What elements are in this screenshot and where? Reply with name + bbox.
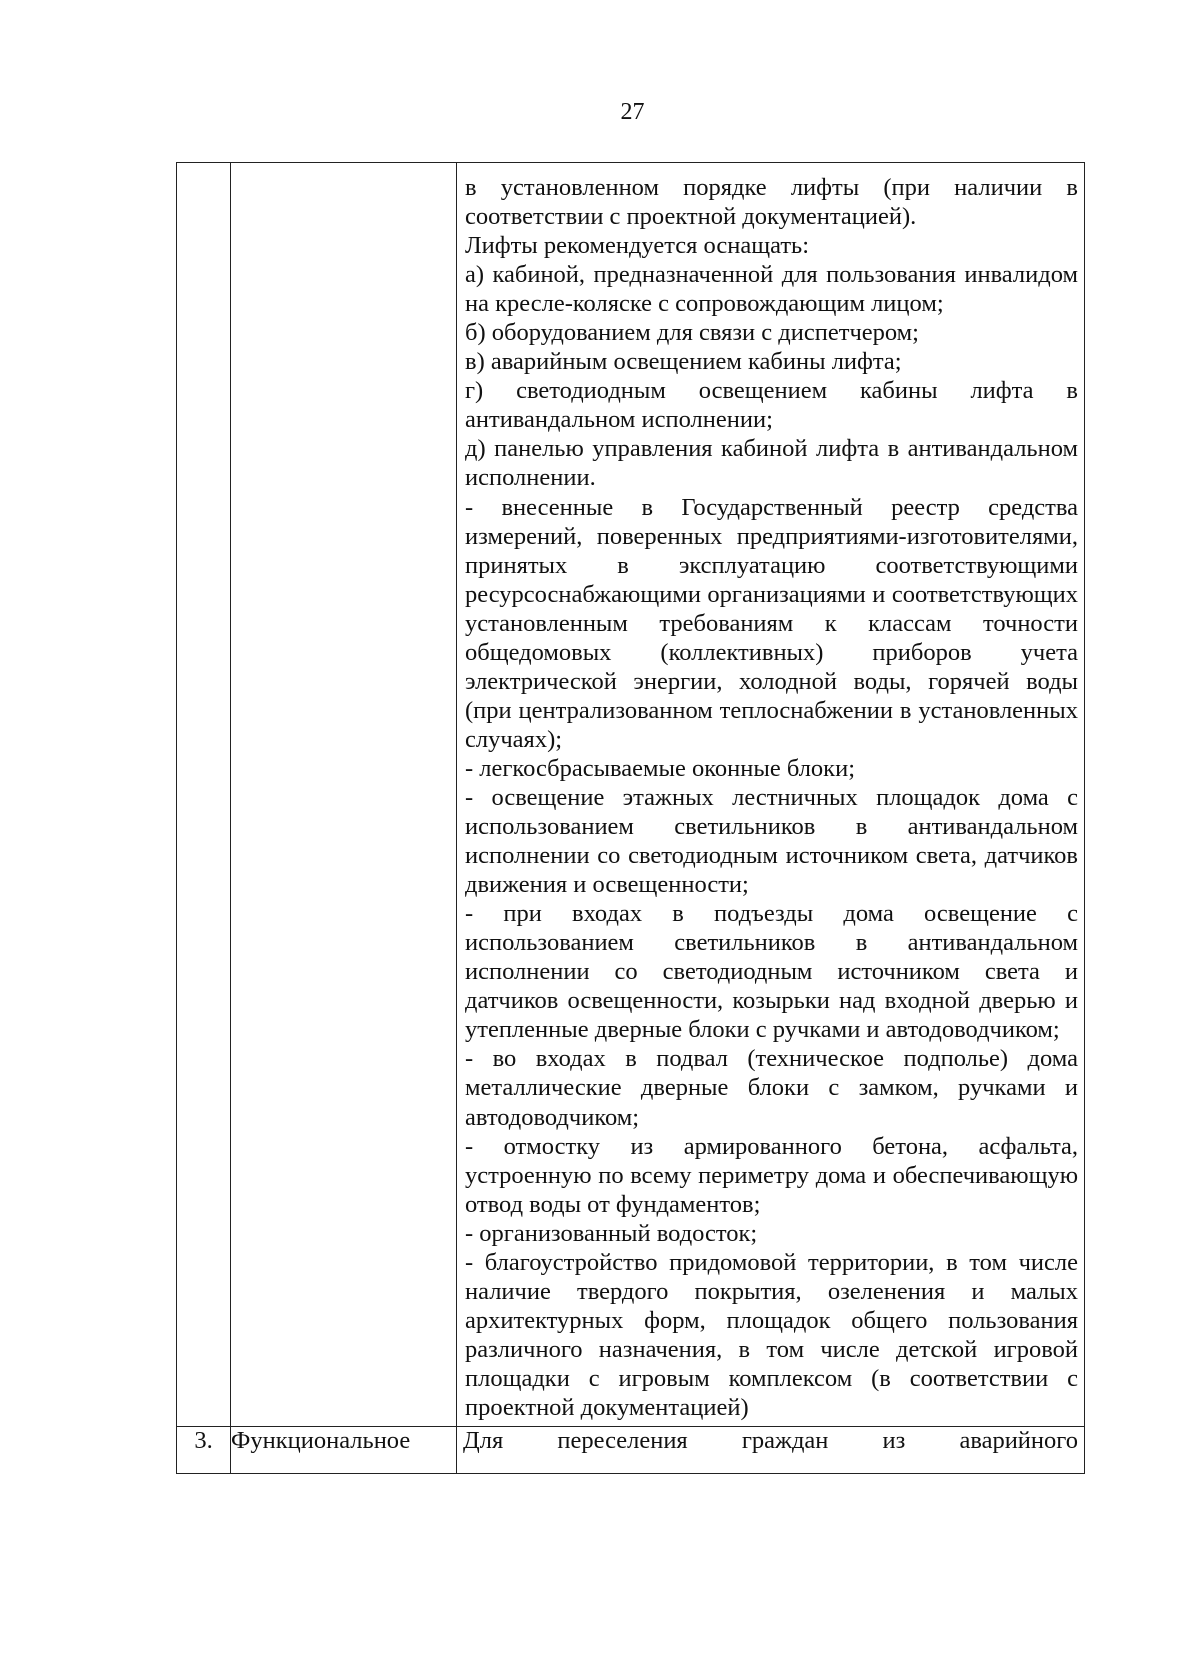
paragraph: - внесенные в Государственный реестр средства измерений, поверенных предприятиями-изготовителями, принятых в эксплуатацию соответствующими ресурсоснабжающими организациями и соответствующих установленным требованиям к классам точности общедомовых (коллективных) приборов учета электрической энергии, холодной воды, горячей воды (при централизованном теплоснабжении в установленных случаях); bbox=[465, 493, 1078, 753]
word: из bbox=[882, 1427, 906, 1455]
description-first-line bbox=[457, 1427, 1084, 1455]
paragraph: б) оборудованием для связи с диспетчером; bbox=[465, 319, 919, 347]
page-number: 27 bbox=[620, 99, 645, 125]
paragraph: - благоустройство придомовой территории, в том числе наличие твердого покрытия, озеленения и малых архитектурных форм, площадок общего пользования различного назначения, в том числе детской игровой площадки с игровым комплексом (в соответствии с проектной документацией) bbox=[465, 1248, 1078, 1421]
row-number: 3. bbox=[177, 1427, 231, 1474]
paragraph: - организованный водосток; bbox=[465, 1219, 758, 1247]
number-cell bbox=[177, 163, 231, 1427]
table-row bbox=[177, 163, 1085, 1427]
word: Для bbox=[463, 1427, 504, 1455]
title-cell bbox=[231, 163, 457, 1427]
paragraph: а) кабиной, предназначенной для пользования инвалидом на кресле-коляске с сопровождающим лицом; bbox=[465, 261, 1078, 318]
paragraph: - легкосбрасываемые оконные блоки; bbox=[465, 754, 856, 782]
description-cell bbox=[457, 1427, 1085, 1474]
paragraph: в установленном порядке лифты (при наличии в соответствии с проектной документацией). bbox=[465, 174, 1078, 231]
paragraph: - во входах в подвал (техническое подполье) дома металлические дверные блоки с замком, ручками и автодоводчиком; bbox=[465, 1045, 1078, 1131]
requirements-table bbox=[176, 162, 1085, 1474]
word: аварийного bbox=[959, 1427, 1078, 1455]
word: переселения bbox=[557, 1427, 688, 1455]
description-cell bbox=[457, 163, 1085, 1427]
paragraph: - отмостку из армированного бетона, асфальта, устроенную по всему периметру дома и обеспечивающую отвод воды от фундаментов; bbox=[465, 1132, 1078, 1218]
paragraph: в) аварийным освещением кабины лифта; bbox=[465, 348, 902, 376]
paragraph: г) светодиодным освещением кабины лифта в антивандальном исполнении; bbox=[465, 377, 1078, 434]
row-title: Функциональное bbox=[231, 1427, 457, 1474]
description-text bbox=[457, 163, 1084, 1426]
paragraph: Лифты рекомендуется оснащать: bbox=[465, 232, 810, 260]
paragraph: - при входах в подъезды дома освещение с использованием светильников в антивандальном исполнении со светодиодным источником света и датчиков освещенности, козырьки над входной дверью и утепленные дверные блоки с ручками и автодоводчиком; bbox=[465, 900, 1078, 1044]
word: граждан bbox=[741, 1427, 829, 1455]
table-row bbox=[177, 1427, 1085, 1474]
paragraph: - освещение этажных лестничных площадок дома с использованием светильников в антивандальном исполнении со светодиодным источником света, датчиков движения и освещенности; bbox=[465, 783, 1078, 899]
paragraph: д) панелью управления кабиной лифта в антивандальном исполнении. bbox=[465, 435, 1078, 492]
